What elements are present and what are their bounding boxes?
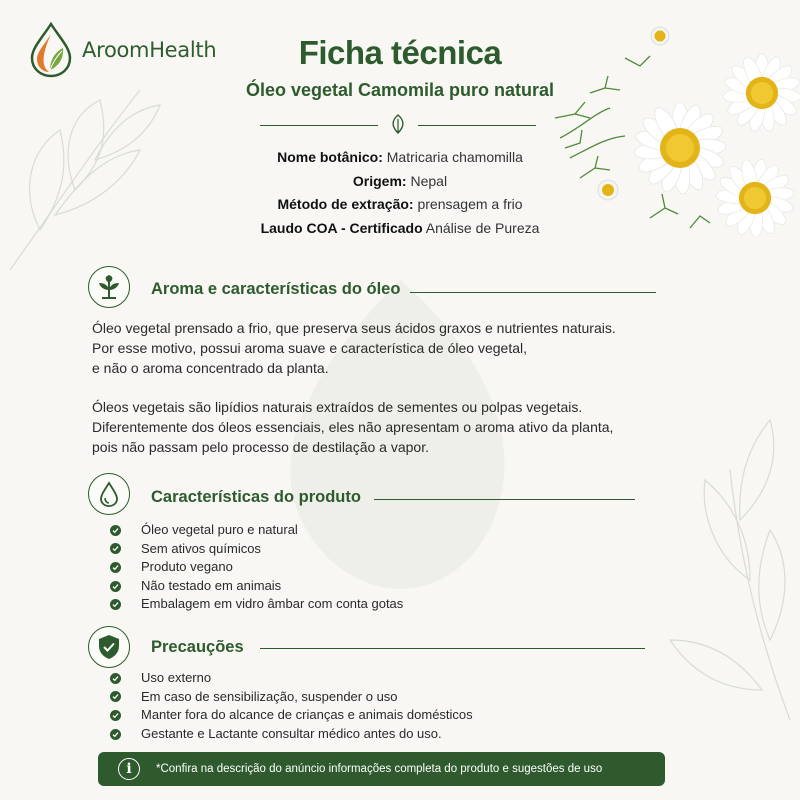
list-item-text: Em caso de sensibilização, suspender o uso <box>141 688 398 704</box>
paragraph-line: Óleos vegetais são lipídios naturais extraídos de sementes ou polpas vegetais. <box>92 399 583 415</box>
spec-botanical-name <box>200 146 600 170</box>
spec-value: Matricaria chamomilla <box>386 149 523 165</box>
list-item-text: Óleo vegetal puro e natural <box>141 522 298 537</box>
list-item-text: Sem ativos químicos <box>141 540 261 556</box>
spec-label: Nome botânico: <box>277 149 383 165</box>
check-icon <box>110 729 121 740</box>
spec-label: Método de extração: <box>277 196 414 212</box>
paragraph-line: Por esse motivo, possui aroma suave e característica de óleo vegetal, <box>92 340 527 356</box>
paragraph-line: Óleo vegetal prensado a frio, que preserva seus ácidos graxos e nutrientes naturais. <box>92 320 616 336</box>
divider-left <box>260 125 378 126</box>
list-item <box>110 521 403 540</box>
specs-list <box>200 146 600 240</box>
check-icon <box>110 581 121 592</box>
logo-drop-icon <box>28 22 74 78</box>
divider-right <box>418 125 536 126</box>
precautions-section-icon-wrap <box>88 626 130 668</box>
aroma-paragraph-1 <box>92 318 692 378</box>
leaf-icon <box>387 113 409 135</box>
spec-certificate <box>200 217 600 241</box>
brand-name: AroomHealth <box>82 38 217 62</box>
list-item-text: Não testado em animais <box>141 577 282 593</box>
aroma-section-title: Aroma e características do óleo <box>151 280 401 298</box>
list-item-text: Produto vegano <box>141 559 233 575</box>
list-item-text: Embalagem em vidro âmbar com conta gotas <box>141 596 404 612</box>
precautions-list <box>110 669 473 743</box>
list-item <box>110 540 403 559</box>
paragraph-line: pois não passam pelo processo de destilação a vapor. <box>92 439 429 455</box>
spec-label: Laudo COA - Certificado <box>260 219 423 236</box>
check-icon <box>110 543 121 554</box>
check-icon <box>110 525 121 536</box>
spec-value: prensagem a frio <box>417 196 523 212</box>
aroma-section-rule <box>410 292 656 293</box>
list-item <box>110 706 473 725</box>
list-item-text: Manter fora do alcance de crianças e animais domésticos <box>141 707 473 723</box>
check-icon <box>110 710 121 721</box>
spec-value: Nepal <box>410 172 448 189</box>
list-item <box>110 725 473 744</box>
page-title: Ficha técnica <box>298 34 502 71</box>
check-icon <box>110 673 121 684</box>
list-item <box>110 688 473 707</box>
list-item <box>110 595 403 614</box>
spec-value: Análise de Pureza <box>425 219 540 236</box>
list-item-text: Gestante e Lactante consultar médico antes do uso. <box>141 725 442 741</box>
check-icon <box>110 691 121 702</box>
spec-label: Origem: <box>352 172 407 189</box>
check-icon <box>110 562 121 573</box>
page-subtitle: Óleo vegetal Camomila puro natural <box>245 80 555 100</box>
check-icon <box>110 599 121 610</box>
list-item <box>110 577 403 596</box>
list-item <box>110 669 473 688</box>
paragraph-line: Diferentemente dos óleos essenciais, eles não apresentam o aroma ativo da planta, <box>92 419 614 435</box>
aroma-section-icon-wrap <box>88 266 130 308</box>
plant-icon <box>96 274 122 300</box>
aroma-paragraph-2 <box>92 397 692 457</box>
product-section-icon-wrap <box>88 473 130 515</box>
spec-extraction-method <box>200 193 600 217</box>
spec-origin <box>200 170 600 194</box>
brand-logo <box>28 22 216 78</box>
product-features-list <box>110 521 403 614</box>
list-item-text: Uso externo <box>141 670 212 685</box>
drop-icon <box>98 481 120 507</box>
footer-banner <box>98 752 665 786</box>
list-item <box>110 558 403 577</box>
info-icon: i <box>118 758 140 780</box>
shield-check-icon <box>97 634 121 660</box>
chamomile-flowers-icon <box>550 18 800 258</box>
product-section-title: Características do produto <box>151 488 361 506</box>
paragraph-line: e não o aroma concentrado da planta. <box>92 360 329 376</box>
precautions-section-title: Precauções <box>151 638 244 656</box>
footer-note: *Confira na descrição do anúncio informações completa do produto e sugestões de uso <box>156 763 603 775</box>
product-section-rule <box>374 499 635 500</box>
precautions-section-rule <box>260 648 645 649</box>
